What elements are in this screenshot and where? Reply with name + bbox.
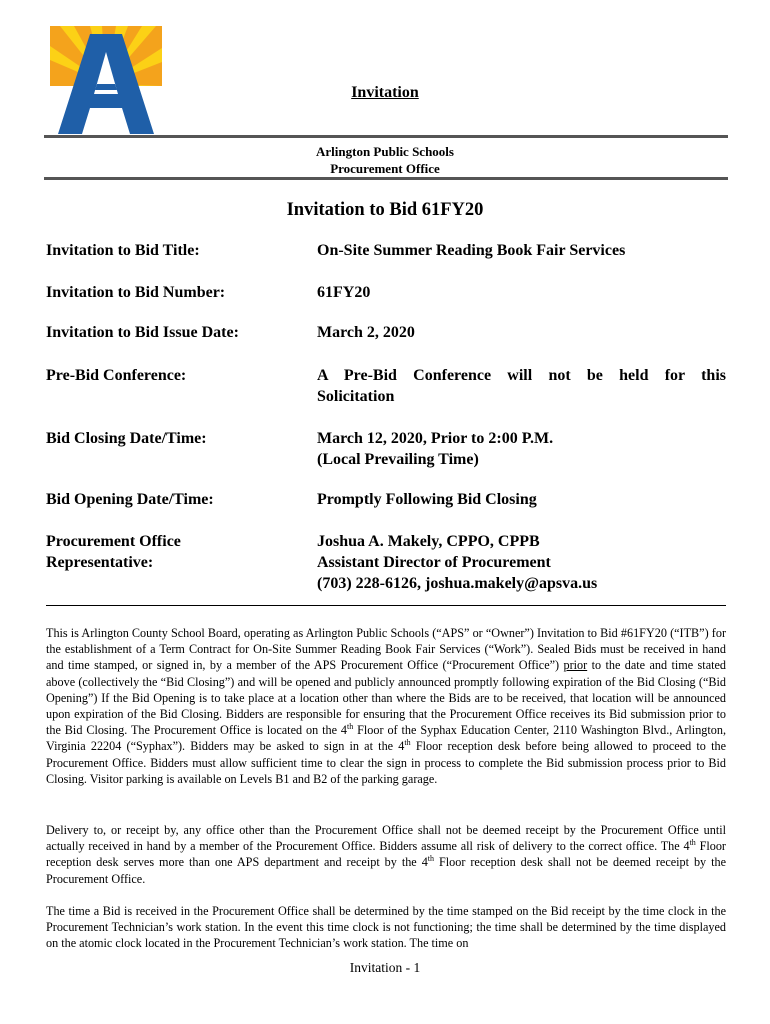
header-divider-top: [44, 135, 728, 138]
detail-label: Invitation to Bid Number:: [46, 284, 226, 301]
contact-line: (703) 228-6126, joshua.makely@apsva.us: [317, 575, 598, 592]
header-divider-bottom: [44, 177, 728, 180]
org-office: Procurement Office: [330, 161, 440, 176]
header-title: Invitation: [351, 84, 419, 101]
detail-label: Invitation to Bid Issue Date:: [46, 324, 239, 341]
detail-label: Invitation to Bid Title:: [46, 242, 200, 259]
detail-label: Bid Closing Date/Time:: [46, 430, 207, 447]
paragraph-bid-submission: This is Arlington County School Board, operating as Arlington Public Schools (“APS” or “Owner”) Invitation to Bid #61FY20 (“ITB”) for the establishment of a Term Contract for On-Site Summer Reading Book Fair Services (“Work”). Sealed Bids must be received in hand and time stamped, or signed in, by a member of the APS Procurement Office (“Procurement Office”) prior to the date and time stated above (collectively the “Bid Closing”) and will be opened and publicly announced promptly following expiration of the Bid Closing (“Bid Opening”) If the Bid Opening is to take place at a location other than where the Bids are to be received, that location will be announced upon expiration of the Bid Closing. Bidders are responsible for ensuring that the Procurement Office receives its Bid submission prior to the Bid Closing. The Procurement Office is located on the 4th Floor of the Syphax Education Center, 2110 Washington Blvd., Arlington, Virginia 22204 (“Syphax”). Bidders may be asked to sign in at the 4th Floor reception desk before being allowed to proceed to the Procurement Office. Bidders must allow sufficient time to clear the sign in process to complete the Bid submission process prior to Bid Closing. Visitor parking is available on Levels B1 and B2 of the parking garage.: [46, 626, 726, 786]
paragraph-delivery: Delivery to, or receipt by, any office other than the Procurement Office shall not be deemed receipt by the Procurement Office until actually received in hand by a member of the Procurement Office. Bidders assume all risk of delivery to the correct office. The 4th Floor reception desk serves more than one APS department and receipt by the 4th Floor reception desk shall not be deemed receipt by the Procurement Office.: [46, 823, 727, 886]
page-title: Invitation to Bid 61FY20: [286, 200, 484, 220]
page-footer: Invitation - 1: [349, 960, 421, 975]
org-block: [250, 143, 520, 177]
section-divider: [46, 605, 726, 606]
detail-value: On-Site Summer Reading Book Fair Services: [317, 242, 626, 259]
detail-value: Joshua A. Makely, CPPO, CPPB Assistant Director of Procurement (703) 228-6126, joshua.makely@apsva.us: [317, 531, 726, 594]
detail-value: March 2, 2020: [317, 324, 415, 341]
detail-value: 61FY20: [317, 284, 371, 301]
aps-logo: [50, 26, 162, 138]
detail-value: Promptly Following Bid Closing: [317, 491, 537, 508]
detail-label: Procurement Office Representative:: [46, 533, 181, 571]
detail-label: Bid Opening Date/Time:: [46, 491, 214, 508]
org-name: Arlington Public Schools: [316, 144, 454, 159]
detail-label: Pre-Bid Conference:: [46, 367, 187, 384]
paragraph-time-clock: The time a Bid is received in the Procurement Office shall be determined by the time stamped on the Bid receipt by the time clock in the Procurement Technician’s work station. In the event this time clock is not functioning; the time shall be determined by the time displayed on the atomic clock located in the Procurement Technician’s work station. The time on: [46, 904, 726, 951]
detail-value: March 12, 2020, Prior to 2:00 P.M. (Local Prevailing Time): [317, 430, 554, 468]
detail-value: A Pre-Bid Conference will not be held for this Solicitation: [317, 367, 726, 405]
